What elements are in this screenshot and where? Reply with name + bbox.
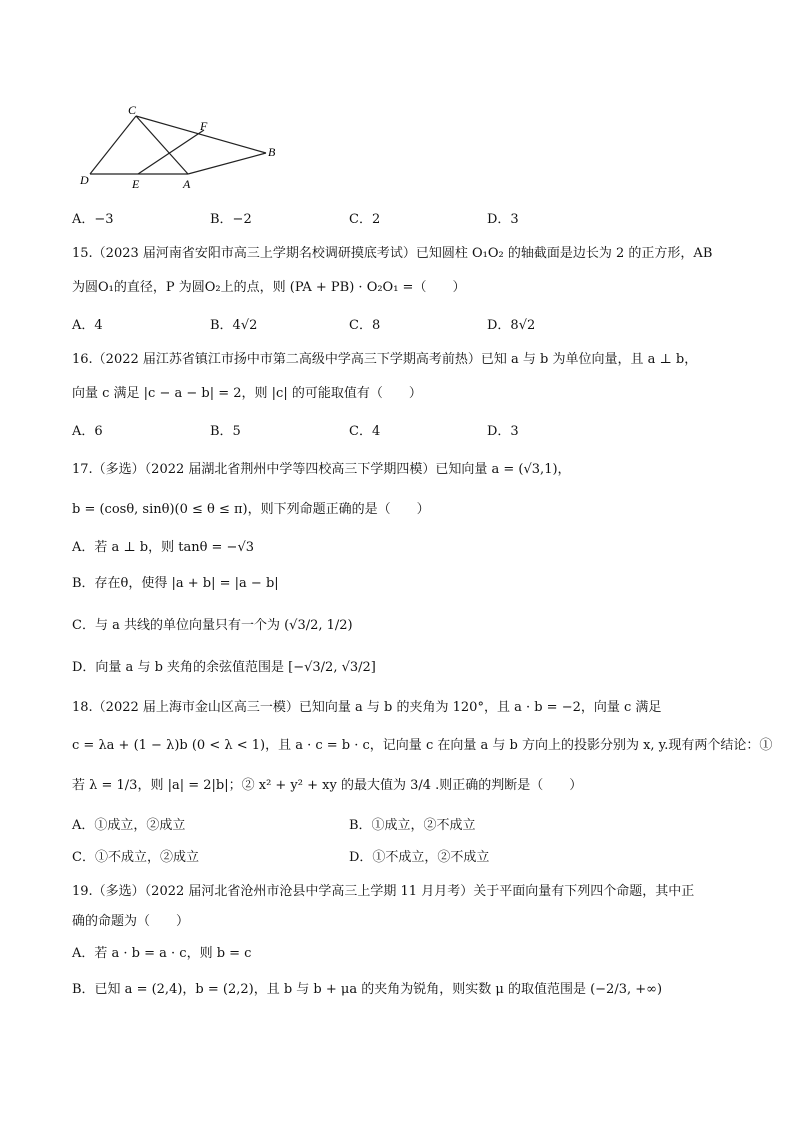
- triangle-diagram: [70, 100, 290, 200]
- q17-stem-line2: b = (cosθ, sinθ)(0 ≤ θ ≤ π)，则下列命题正确的是（ ）: [72, 502, 430, 517]
- q16-option-c: C．4: [349, 424, 381, 439]
- q17-option-b: B．存在θ，使得 |a + b| = |a − b|: [72, 576, 279, 591]
- q18-stem-line1: 18.（2022 届上海市金山区高三一模）已知向量 a 与 b 的夹角为 120°，且 a · b = −2，向量 c 满足: [72, 700, 662, 715]
- geometry-figure: [70, 100, 290, 200]
- q16-stem-line2: 向量 c 满足 |c − a − b| = 2，则 |c| 的可能取值有（ ）: [72, 386, 422, 401]
- q16-option-b: B．5: [210, 424, 241, 439]
- q17-stem-line1: 17.（多选）（2022 届湖北省荆州中学等四校高三下学期四模）已知向量 a = (√3,1)，: [72, 462, 571, 477]
- q18-option-b: B．①成立，②不成立: [349, 818, 476, 833]
- q15-option-d: D．8√2: [487, 318, 536, 333]
- q16-stem-line1: 16.（2022 届江苏省镇江市扬中市第二高级中学高三下学期高考前热）已知 a 与 b 为单位向量，且 a ⊥ b，: [72, 352, 698, 367]
- q15-stem-line2: 为圆O₁的直径，P 为圆O₂上的点，则 (PA + PB) · O₂O₁ =（ ）: [72, 280, 466, 295]
- label-e: E: [132, 177, 140, 191]
- q14-option-b: B．−2: [210, 212, 252, 227]
- label-f: F: [200, 119, 208, 133]
- q15-option-c: C．8: [349, 318, 381, 333]
- q18-stem-line2: c = λa + (1 − λ)b (0 < λ < 1)，且 a · c = b · c，记向量 c 在向量 a 与 b 方向上的投影分别为 x, y.现有两个结论：①: [72, 738, 773, 753]
- q19-stem-line1: 19.（多选）（2022 届河北省沧州市沧县中学高三上学期 11 月月考）关于平面向量有下列四个命题，其中正: [72, 884, 695, 899]
- q18-option-d: D．①不成立，②不成立: [349, 850, 490, 865]
- q18-stem-line3: 若 λ = 1/3，则 |a| = 2|b|；② x² + y² + xy 的最大值为 3/4 .则正确的判断是（ ）: [72, 778, 583, 793]
- q14-option-d: D．3: [487, 212, 519, 227]
- label-d: D: [80, 173, 89, 187]
- q16-option-d: D．3: [487, 424, 519, 439]
- q15-option-b: B．4√2: [210, 318, 258, 333]
- q19-option-b: B．已知 a = (2,4)，b = (2,2)，且 b 与 b + μa 的夹角为锐角，则实数 μ 的取值范围是 (−2/3, +∞): [72, 982, 663, 997]
- label-a: A: [183, 177, 191, 191]
- q19-stem-line2: 确的命题为（ ）: [72, 914, 190, 929]
- q15-stem-line1: 15.（2023 届河南省安阳市高三上学期名校调研摸底考试）已知圆柱 O₁O₂ 的轴截面是边长为 2 的正方形，AB: [72, 246, 713, 261]
- label-c: C: [128, 103, 137, 117]
- q14-option-c: C．2: [349, 212, 381, 227]
- q17-option-c: C．与 a 共线的单位向量只有一个为 (√3/2, 1/2): [72, 618, 353, 633]
- q19-option-a: A．若 a · b = a · c，则 b = c: [72, 946, 252, 961]
- label-b: B: [268, 145, 276, 159]
- q18-option-c: C．①不成立，②成立: [72, 850, 199, 865]
- q14-option-a: A．−3: [72, 212, 114, 227]
- q18-option-a: A．①成立，②成立: [72, 818, 186, 833]
- q17-option-a: A．若 a ⊥ b，则 tanθ = −√3: [72, 540, 254, 555]
- q16-option-a: A．6: [72, 424, 103, 439]
- q17-option-d: D．向量 a 与 b 夹角的余弦值范围是 [−√3/2, √3/2]: [72, 660, 376, 675]
- q15-option-a: A．4: [72, 318, 103, 333]
